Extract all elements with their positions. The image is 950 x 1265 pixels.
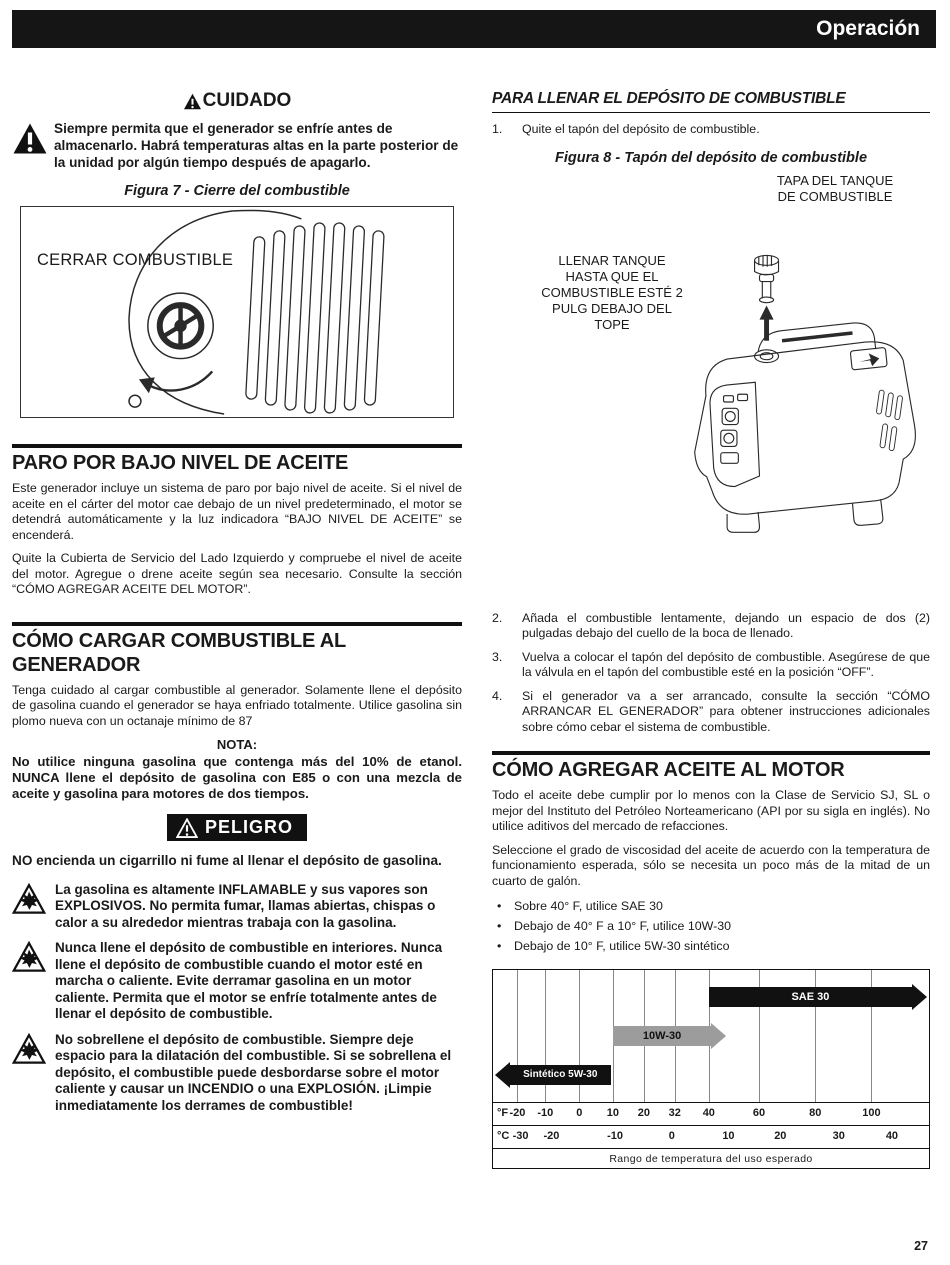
step-number: 3. xyxy=(492,649,503,664)
two-column-layout xyxy=(12,90,936,1169)
caution-text-body: Siempre permita que el generador se enfríe antes de almacenarlo. Habrá temperaturas altas en la parte posterior de la unidad por algún tiempo después de apagarlo. xyxy=(54,121,459,170)
llenar-section-heading: PARA LLENAR EL DEPÓSITO DE COMBUSTIBLE xyxy=(492,90,930,113)
section-divider xyxy=(12,444,462,448)
explosion-warning-icon xyxy=(12,940,48,1023)
step-number: 4. xyxy=(492,688,503,703)
step-text: Quite el tapón del depósito de combustible. xyxy=(522,122,760,136)
paragraph: Seleccione el grado de viscosidad del aceite de acuerdo con la temperatura de funcionamiento esperada, sólo se necesita un poco más de la mitad de un cuarto de galón. xyxy=(492,842,930,888)
c-tick: -10 xyxy=(607,1130,624,1142)
c-tick: 40 xyxy=(885,1130,899,1142)
oil-viscosity-chart xyxy=(492,969,930,1169)
danger-heading-label: PELIGRO xyxy=(204,817,293,837)
bullet-marker: • xyxy=(497,939,502,953)
numbered-step xyxy=(492,122,930,138)
f-tick: 20 xyxy=(637,1107,650,1119)
f-tick: 0 xyxy=(576,1107,583,1119)
explosion-warning-icon xyxy=(12,882,48,932)
fill-level-label: LLENAR TANQUE HASTA QUE EL COMBUSTIBLE ESTÉ 2 PULG DEBAJO DEL TOPE xyxy=(541,252,683,332)
numbered-step xyxy=(492,611,930,642)
caution-heading xyxy=(12,90,462,112)
left-column xyxy=(12,90,462,1169)
page-header-bar xyxy=(12,10,936,48)
numbered-step xyxy=(492,650,930,681)
c-tick: 20 xyxy=(774,1130,787,1142)
c-tick: 0 xyxy=(668,1130,675,1142)
c-tick: 10 xyxy=(722,1130,735,1142)
chart-plot-area xyxy=(493,970,929,1102)
page-header-title: Operación xyxy=(816,17,920,40)
right-column xyxy=(492,90,930,1169)
danger-heading xyxy=(167,814,307,841)
left-arrowhead xyxy=(495,1062,510,1088)
f-tick: -10 xyxy=(537,1107,554,1119)
sae30-label: SAE 30 xyxy=(709,987,912,1007)
fuel-cap-label: TAPA DEL TANQUE DE COMBUSTIBLE xyxy=(776,172,894,204)
f-tick: 32 xyxy=(668,1107,681,1119)
warning-item xyxy=(12,1032,462,1115)
step-text: Añada el combustible lentamente, dejando un espacio de dos (2) pulgadas debajo del cuello de la boca de llenado. xyxy=(522,610,930,640)
right-arrowhead xyxy=(912,984,927,1010)
bullet-item xyxy=(492,899,930,913)
numbered-step xyxy=(492,689,930,736)
bullet-text: Sobre 40° F, utilice SAE 30 xyxy=(514,899,663,913)
paro-section-heading: PARO POR BAJO NIVEL DE ACEITE xyxy=(12,452,349,474)
bullet-text: Debajo de 10° F, utilice 5W-30 sintético xyxy=(514,939,730,953)
sae30-range-bar xyxy=(709,984,927,1010)
f-tick: 40 xyxy=(702,1107,715,1119)
warning-item xyxy=(12,882,462,932)
bullet-item xyxy=(492,939,930,953)
page-number: 27 xyxy=(914,1239,928,1253)
c-axis-label: °C xyxy=(497,1130,510,1142)
warning-triangle-icon xyxy=(12,122,48,155)
f-tick: 80 xyxy=(809,1107,822,1119)
5w30-range-bar xyxy=(495,1062,611,1088)
bullet-marker: • xyxy=(497,899,502,913)
paragraph: Este generador incluye un sistema de paro por bajo nivel de aceite. Si el nivel de aceite en el cárter del motor cae debajo de un nivel predeterminado, el motor se detendrá automáticamente y la luz indicadora “BAJO NIVEL DE ACEITE” se encenderá. xyxy=(12,481,462,542)
fuel-shutoff-drawing xyxy=(21,207,453,417)
c-tick: -30 xyxy=(512,1130,529,1142)
10w30-label: 10W-30 xyxy=(613,1026,711,1046)
caution-heading-label: CUIDADO xyxy=(202,90,292,111)
aceite-section-heading: CÓMO AGREGAR ACEITE AL MOTOR xyxy=(492,759,845,781)
fuel-shutoff-label: CERRAR COMBUSTIBLE xyxy=(37,251,234,269)
danger-triangle-icon xyxy=(176,818,198,838)
step-text: Vuelva a colocar el tapón del depósito de combustible. Asegúrese de que la válvula en el tapón del combustible esté en la posición “OFF”. xyxy=(522,649,930,679)
c-tick: 30 xyxy=(832,1130,845,1142)
warning-item xyxy=(12,940,462,1023)
c-tick: -20 xyxy=(543,1130,560,1142)
warning-text: La gasolina es altamente INFLAMABLE y sus vapores son EXPLOSIVOS. No permita fumar, llamas abiertas, chispas o calor a su alrededor mientras trabaja con la gasolina. xyxy=(55,881,436,930)
caution-text xyxy=(12,120,462,171)
paragraph: Todo el aceite debe cumplir por lo menos con la Clase de Servicio SJ, SL o mejor del Instituto del Petróleo Norteamericano (API por su sigla en inglés). No utilice aditivos del mercado de refacciones. xyxy=(492,788,930,833)
f-tick: 100 xyxy=(862,1107,881,1119)
bullet-marker: • xyxy=(497,919,502,933)
figura7-caption: Figura 7 - Cierre del combustible xyxy=(124,183,350,199)
nota-paragraph: No utilice ninguna gasolina que contenga más del 10% de etanol. NUNCA llene el depósito de gasolina con E85 o con una mezcla de aceite y gasolina para motores de dos tiempos. xyxy=(12,754,462,801)
figura8-caption: Figura 8 - Tapón del depósito de combustible xyxy=(554,149,868,166)
warning-text: Nunca llene el depósito de combustible en interiores. Nunca llene el depósito de combustible cuando el motor esté en marcha o caliente. Evite derramar gasolina en un motor caliente. Permita que el motor se enfríe totalmente antes de llenar el depósito de combustible. xyxy=(55,940,443,1021)
f-tick: -20 xyxy=(509,1107,526,1119)
step-number: 2. xyxy=(492,610,503,625)
bullet-item xyxy=(492,919,930,933)
fahrenheit-axis xyxy=(493,1102,929,1125)
step-text: Si el generador va a ser arrancado, consulte la sección “CÓMO ARRANCAR EL GENERADOR” para obtener instrucciones adicionales sobre cómo cebar el sistema de combustible. xyxy=(522,688,930,734)
section-divider xyxy=(492,751,930,755)
f-axis-label: °F xyxy=(497,1107,509,1119)
bullet-text: Debajo de 40° F a 10° F, utilice 10W-30 xyxy=(514,919,731,933)
warning-text: No sobrellene el depósito de combustible. Siempre deje espacio para la dilatación del combustible. Si se sobrellena el depósito, el combustible puede desbordarse sobre el motor caliente y causar un INCENDIO o una EXPLOSIÓN. ¡Limpie inmediatamente los derrames de combustible! xyxy=(55,1031,452,1113)
danger-intro: NO encienda un cigarrillo ni fume al llenar el depósito de gasolina. xyxy=(12,853,442,868)
caution-triangle-icon xyxy=(183,93,202,110)
section-divider xyxy=(12,622,462,626)
f-tick: 60 xyxy=(752,1107,766,1119)
nota-label: NOTA: xyxy=(216,737,258,752)
cargar-section-heading: CÓMO CARGAR COMBUSTIBLE AL GENERADOR xyxy=(12,629,346,676)
explosion-warning-icon xyxy=(12,1032,48,1115)
f-tick: 10 xyxy=(606,1107,620,1119)
right-arrowhead xyxy=(711,1023,726,1049)
paragraph: Tenga cuidado al cargar combustible al generador. Solamente llene el depósito de gasolina cuando el generador se haya enfriado totalmente. Utilice gasolina sin plomo nueva con un octanaje mínimo de 87 xyxy=(12,682,462,728)
figura8-image xyxy=(492,173,930,601)
10w30-range-bar xyxy=(613,1023,726,1049)
step-number: 1. xyxy=(492,122,503,136)
celsius-axis xyxy=(493,1125,929,1148)
chart-caption: Rango de temperatura del uso esperado xyxy=(493,1148,929,1168)
oil-grade-bullets xyxy=(492,899,930,953)
generator-drawing xyxy=(620,207,930,597)
paragraph: Quite la Cubierta de Servicio del Lado Izquierdo y compruebe el nivel de aceite del motor. Agregue o drene aceite según sea necesario. Consulte la sección “CÓMO AGREGAR ACEITE DEL MOTOR”. xyxy=(12,551,462,596)
5w30-label: Sintético 5W-30 xyxy=(510,1065,611,1085)
figura7-image xyxy=(20,206,454,418)
